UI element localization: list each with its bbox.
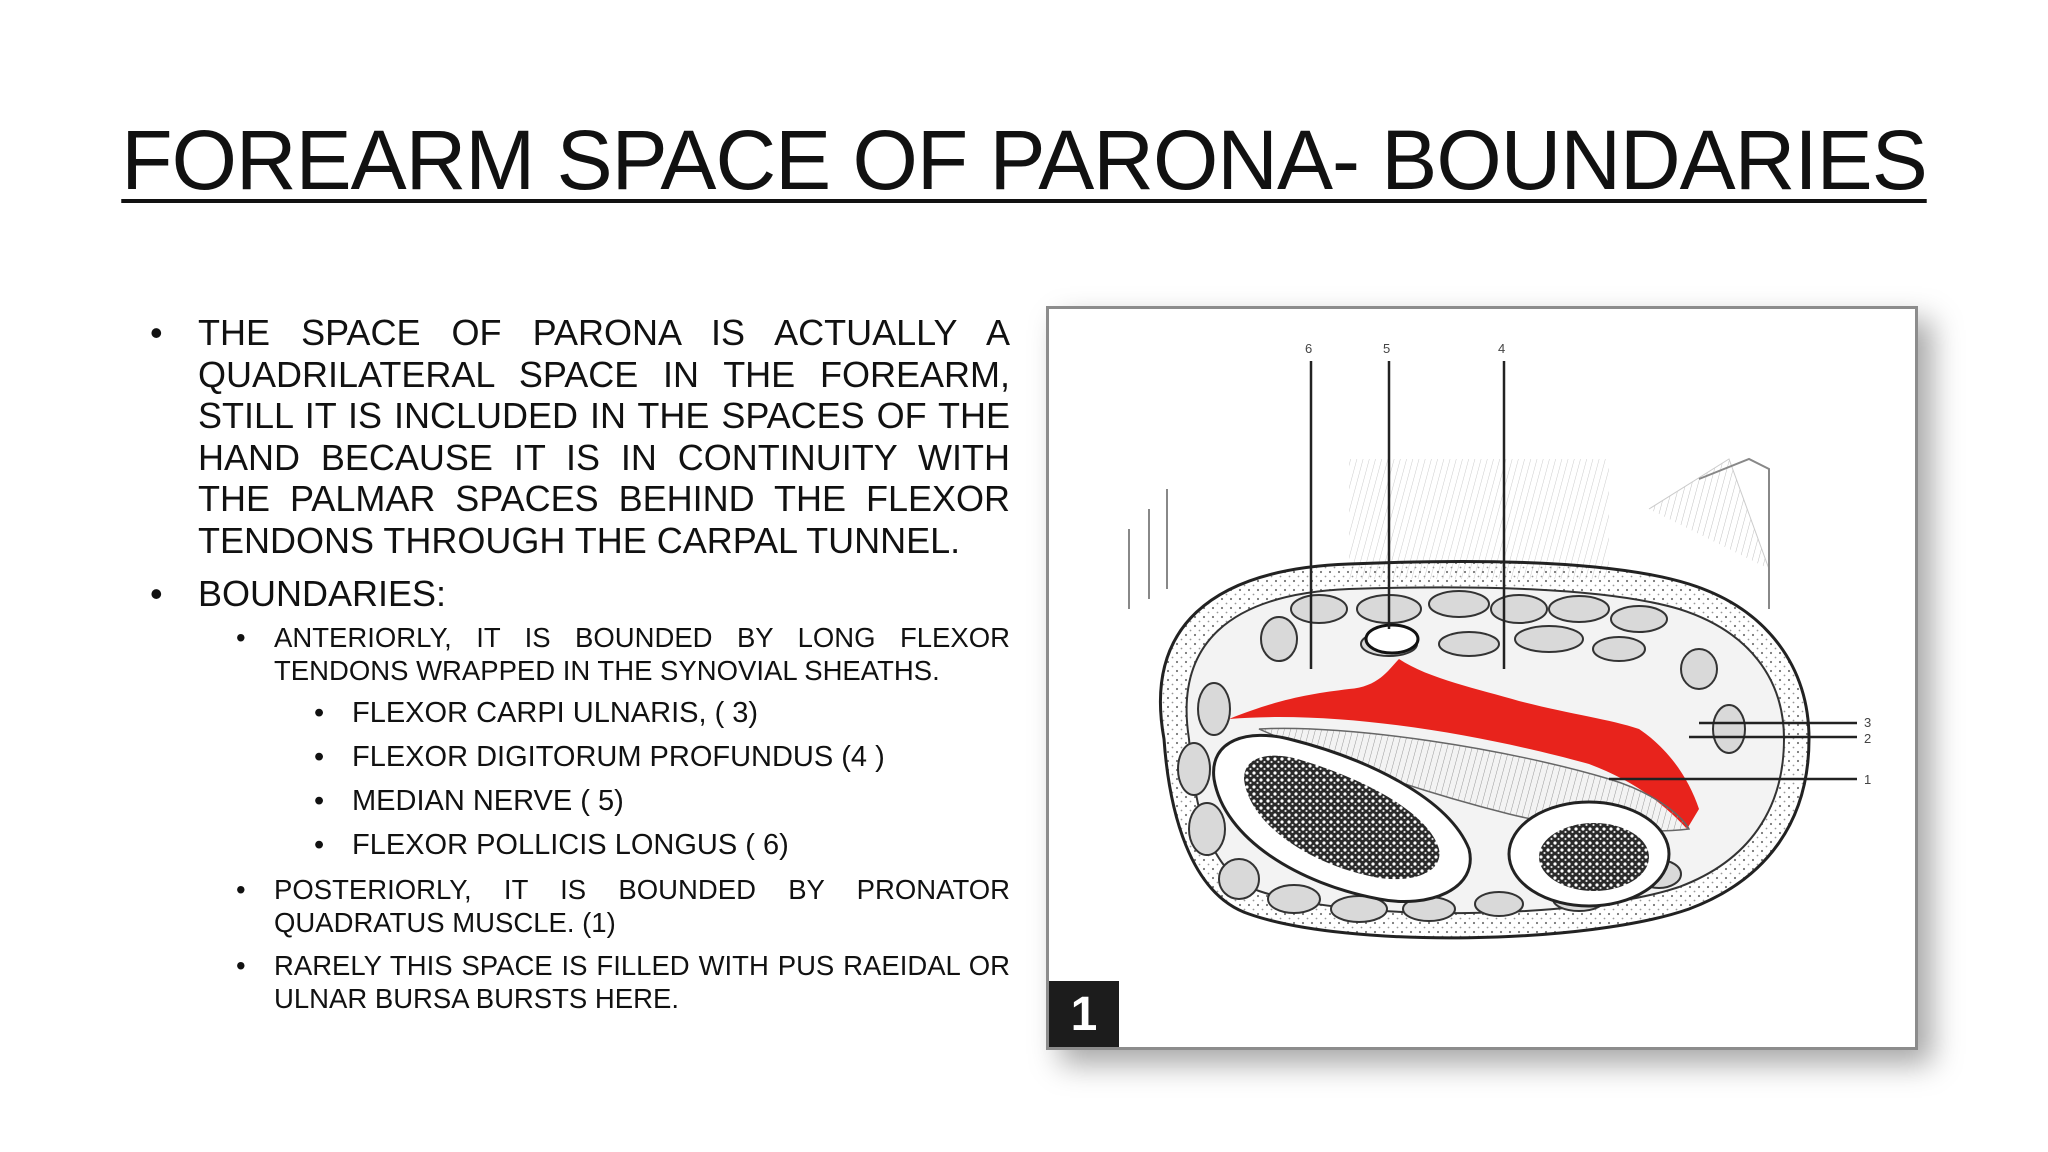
label-2: 2	[1864, 731, 1872, 746]
label-5: 5	[1383, 341, 1391, 356]
forearm-cross-section-illustration	[1049, 309, 1915, 1047]
bullet-list	[150, 312, 1010, 1025]
bullet-posterior	[236, 873, 1010, 939]
posterior-text: POSTERIORLY, IT IS BOUNDED BY PRONATOR QUADRATUS MUSCLE. (1)	[274, 873, 1010, 938]
bullet-boundaries	[150, 573, 1010, 615]
anterior-item-fdp: FLEXOR DIGITORUM PROFUNDUS (4 )	[352, 740, 885, 773]
label-6: 6	[1305, 341, 1313, 356]
bullet-dot-icon: •	[314, 784, 325, 817]
bullet-intro	[150, 312, 1010, 561]
intro-text: THE SPACE OF PARONA IS ACTUALLY A QUADRILATERAL SPACE IN THE FOREARM, STILL IT IS INCLUDED IN THE SPACES OF THE HAND BECAUSE IT IS IN CONTINUITY WITH THE PALMAR SPACES BEHIND THE FLEXOR TENDONS THROUGH THE CARPAL TUNNEL.	[198, 312, 1010, 561]
bullet-dot-icon: •	[236, 621, 246, 653]
bullet-dot-icon: •	[150, 573, 163, 614]
figure-number-badge: 1	[1049, 981, 1119, 1047]
anterior-text: ANTERIORLY, IT IS BOUNDED BY LONG FLEXOR TENDONS WRAPPED IN THE SYNOVIAL SHEATHS.	[274, 621, 1010, 686]
ulna-marrow	[1539, 823, 1649, 891]
slide-title	[0, 113, 2048, 207]
note-text: RARELY THIS SPACE IS FILLED WITH PUS RAEIDAL OR ULNAR BURSA BURSTS HERE.	[274, 949, 1010, 1014]
label-4: 4	[1498, 341, 1506, 356]
bullet-dot-icon: •	[236, 949, 246, 981]
bullet-dot-icon: •	[314, 828, 325, 861]
list-item	[314, 784, 1010, 818]
list-item	[314, 696, 1010, 730]
bullet-dot-icon: •	[236, 873, 246, 905]
list-item	[314, 740, 1010, 774]
slide-title-text: FOREARM SPACE OF PARONA- BOUNDARIES	[121, 113, 1927, 207]
list-item	[314, 828, 1010, 862]
median-nerve	[1366, 625, 1418, 653]
anterior-item-fpl: FLEXOR POLLICIS LONGUS ( 6)	[352, 828, 789, 861]
cross-section-figure	[1046, 306, 1918, 1050]
bullet-note	[236, 949, 1010, 1015]
anterior-item-fcu: FLEXOR CARPI ULNARIS, ( 3)	[352, 696, 759, 729]
bullet-dot-icon: •	[314, 740, 325, 773]
bullet-dot-icon: •	[150, 312, 163, 353]
label-3: 3	[1864, 715, 1872, 730]
label-1: 1	[1864, 772, 1872, 787]
anterior-item-median: MEDIAN NERVE ( 5)	[352, 784, 624, 817]
boundaries-heading: BOUNDARIES:	[198, 573, 447, 614]
bullet-dot-icon: •	[314, 696, 325, 729]
bullet-anterior	[236, 621, 1010, 687]
